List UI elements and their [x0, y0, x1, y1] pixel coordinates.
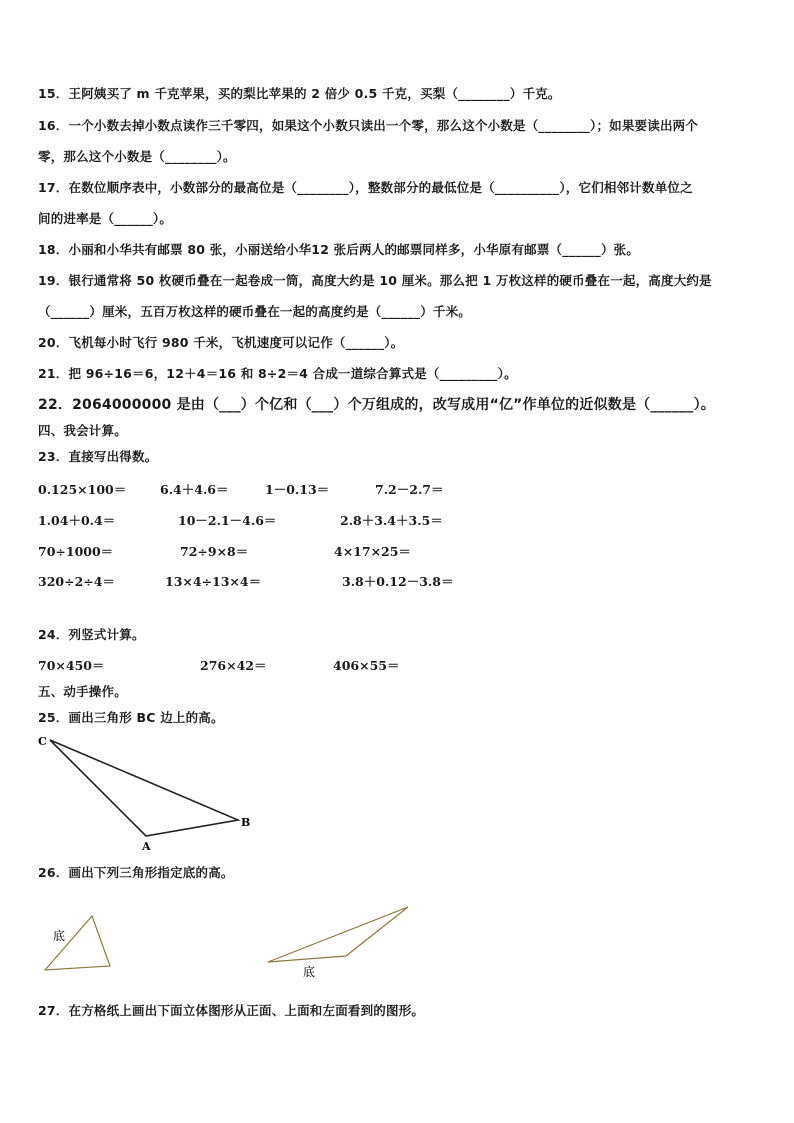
vertex-label-c: C [38, 735, 47, 748]
question-25: 25．画出三角形 BC 边上的高。 [38, 710, 224, 725]
question-15: 15．王阿姨买了 m 千克苹果，买的梨比苹果的 2 倍少 0.5 千克，买梨（________）千克。 [38, 86, 561, 101]
question-17-line2: 间的进率是（______）。 [38, 211, 173, 226]
section-5-heading: 五、动手操作。 [38, 684, 127, 699]
question-18: 18．小丽和小华共有邮票 80 张，小丽送给小华12 张后两人的邮票同样多，小华原有邮票（______）张。 [38, 242, 640, 257]
calc-item: 72÷9×8＝ [180, 544, 249, 559]
calc-item: 2.8＋3.4＋3.5＝ [340, 513, 443, 528]
question-27: 27．在方格纸上画出下面立体图形从正面、上面和左面看到的图形。 [38, 1003, 425, 1018]
section-4-heading: 四、我会计算。 [38, 423, 127, 438]
calc-item: 406×55＝ [333, 658, 400, 673]
calc-item: 10－2.1－4.6＝ [178, 513, 277, 528]
vertex-label-a: A [142, 840, 151, 853]
base-label-right: 底 [303, 965, 316, 979]
calc-item: 6.4＋4.6＝ [160, 482, 229, 497]
question-24: 24．列竖式计算。 [38, 627, 145, 642]
calc-item: 3.8＋0.12－3.8＝ [342, 574, 454, 589]
calc-item: 0.125×100＝ [38, 482, 127, 497]
question-19-line2: （______）厘米，五百万枚这样的硬币叠在一起的高度约是（______）千米。 [38, 304, 472, 319]
calc-item: 7.2－2.7＝ [375, 482, 444, 497]
calc-item: 70÷1000＝ [38, 544, 114, 559]
calc-item: 13×4÷13×4＝ [165, 574, 262, 589]
question-19-line1: 19．银行通常将 50 枚硬币叠在一起卷成一筒，高度大约是 10 厘米。那么把 1 万枚这样的硬币叠在一起，高度大约是 [38, 273, 712, 288]
question-26: 26．画出下列三角形指定底的高。 [38, 865, 234, 880]
triangle-abc [50, 740, 238, 836]
calc-item: 4×17×25＝ [334, 544, 411, 559]
question-20: 20．飞机每小时飞行 980 千米，飞机速度可以记作（______）。 [38, 335, 404, 350]
question-16-line2: 零，那么这个小数是（________）。 [38, 149, 236, 164]
calc-item: 70×450＝ [38, 658, 105, 673]
triangle-left [45, 916, 110, 970]
triangle-right-figure [262, 900, 417, 985]
vertex-label-b: B [241, 816, 251, 829]
question-23: 23．直接写出得数。 [38, 449, 158, 464]
question-16-line1: 16．一个小数去掉小数点读作三千零四，如果这个小数只读出一个零，那么这个小数是（________）；如果要读出两个 [38, 118, 699, 133]
triangle-left-figure [40, 905, 120, 975]
triangle-abc-figure [30, 728, 270, 853]
question-21: 21．把 96÷16＝6，12＋4＝16 和 8÷2＝4 合成一道综合算式是（_________）。 [38, 366, 517, 381]
question-17-line1: 17．在数位顺序表中，小数部分的最高位是（________），整数部分的最低位是（__________），它们相邻计数单位之 [38, 180, 693, 195]
calc-item: 1.04＋0.4＝ [38, 513, 116, 528]
triangle-right [268, 907, 408, 962]
base-label-left: 底 [53, 929, 66, 943]
calc-item: 320÷2÷4＝ [38, 574, 115, 589]
question-22: 22．2064000000 是由（___）个亿和（___）个万组成的，改写成用“亿”作单位的近似数是（______）。 [38, 397, 715, 413]
calc-item: 1－0.13＝ [265, 482, 330, 497]
calc-item: 276×42＝ [200, 658, 267, 673]
